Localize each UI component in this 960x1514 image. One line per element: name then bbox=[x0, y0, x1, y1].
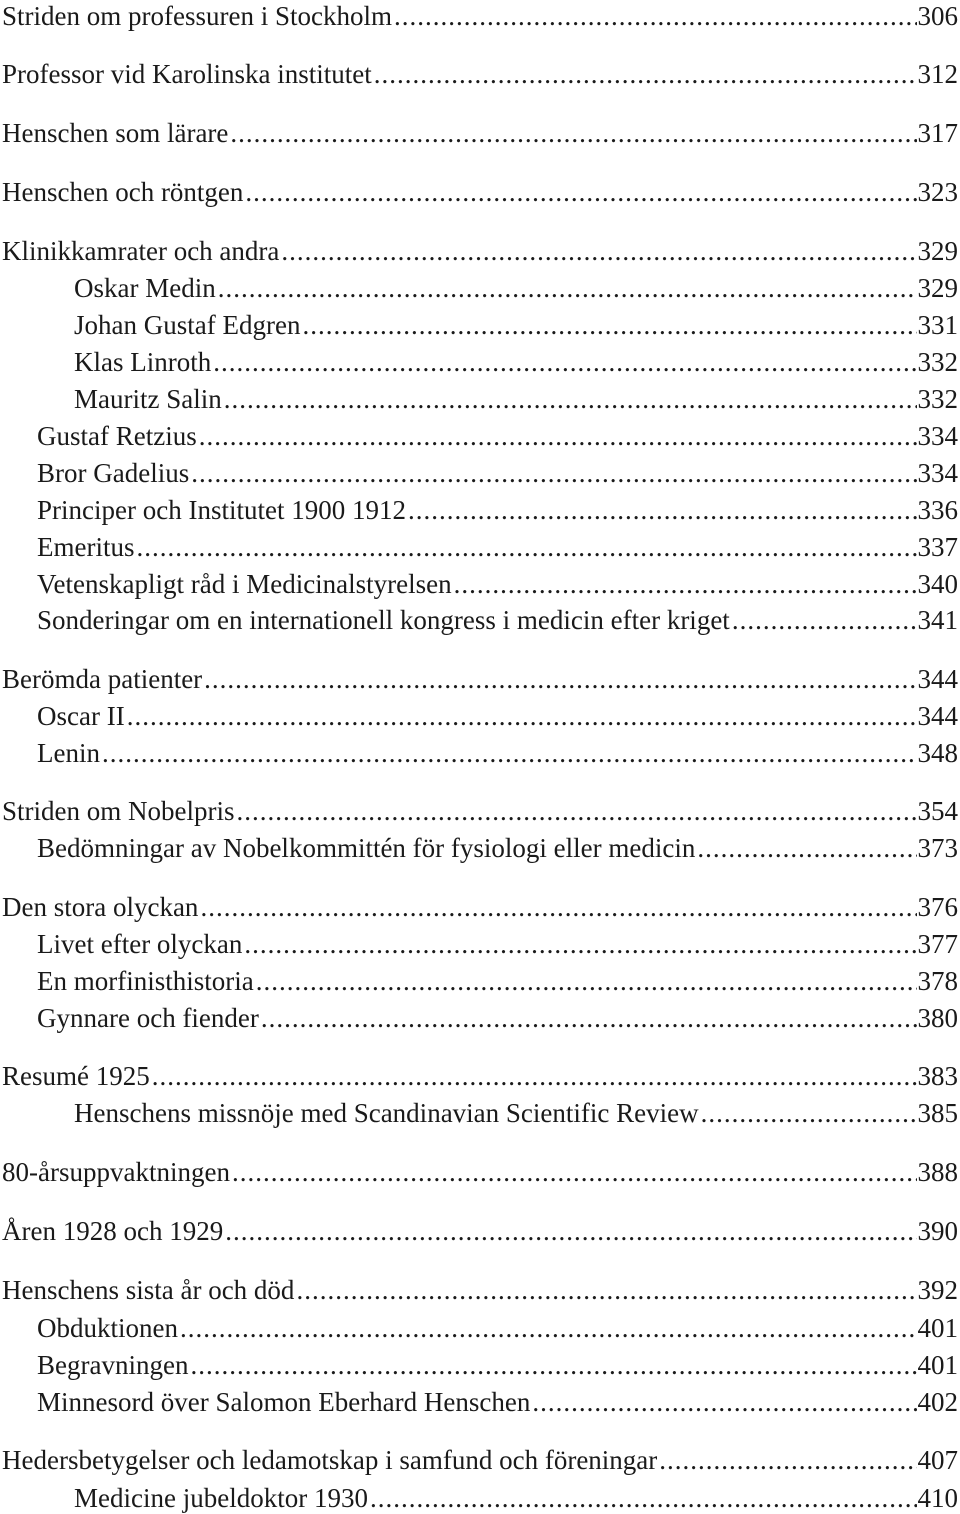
toc-entry-title: Johan Gustaf Edgren bbox=[74, 309, 302, 341]
toc-entry[interactable] bbox=[0, 170, 960, 208]
toc-entry-page-number: 377 bbox=[917, 928, 960, 960]
toc-entry[interactable] bbox=[0, 414, 960, 452]
toc-entry[interactable] bbox=[0, 562, 960, 600]
toc-entry-title: Sonderingar om en internationell kongress i medicin efter kriget bbox=[37, 604, 732, 636]
dot-leader bbox=[236, 795, 916, 827]
toc-entry-page-number: 383 bbox=[917, 1060, 960, 1092]
toc-entry[interactable] bbox=[0, 0, 960, 32]
toc-entry-title: Obduktionen bbox=[37, 1312, 180, 1344]
toc-entry-title: Mauritz Salin bbox=[74, 383, 224, 415]
toc-entry[interactable] bbox=[0, 1150, 960, 1188]
toc-entry-page-number: 337 bbox=[917, 531, 960, 563]
toc-entry-page-number: 336 bbox=[917, 494, 960, 526]
toc-entry-page-number: 334 bbox=[917, 457, 960, 489]
toc-entry-title: Bror Gadelius bbox=[37, 457, 191, 489]
toc-entry-title: Klinikkamrater och andra bbox=[2, 235, 281, 267]
dot-leader bbox=[225, 1215, 916, 1247]
toc-entry-title: Principer och Institutet 1900 1912 bbox=[37, 494, 408, 526]
toc-entry-page-number: 390 bbox=[917, 1215, 960, 1247]
toc-entry-title: Bedömningar av Nobelkommittén för fysiologi eller medicin bbox=[37, 832, 697, 864]
dot-leader bbox=[370, 1482, 917, 1514]
toc-entry-title: Åren 1928 och 1929 bbox=[2, 1215, 225, 1247]
toc-entry-title: Gustaf Retzius bbox=[37, 420, 199, 452]
dot-leader bbox=[261, 1002, 917, 1034]
toc-entry[interactable] bbox=[0, 598, 960, 636]
toc-entry[interactable] bbox=[0, 996, 960, 1034]
toc-entry[interactable] bbox=[0, 377, 960, 415]
dot-leader bbox=[230, 117, 916, 149]
toc-entry-title: Berömda patienter bbox=[2, 663, 204, 695]
toc-entry[interactable] bbox=[0, 885, 960, 923]
toc-entry-title: Den stora olyckan bbox=[2, 891, 200, 923]
dot-leader bbox=[532, 1386, 916, 1418]
toc-entry-title: Gynnare och fiender bbox=[37, 1002, 261, 1034]
dot-leader bbox=[659, 1444, 916, 1476]
toc-entry[interactable] bbox=[0, 1209, 960, 1247]
toc-entry-page-number: 306 bbox=[917, 0, 960, 32]
toc-entry[interactable] bbox=[0, 731, 960, 769]
toc-entry[interactable] bbox=[0, 525, 960, 563]
toc-entry-title: Striden om professuren i Stockholm bbox=[2, 0, 394, 32]
toc-entry[interactable] bbox=[0, 229, 960, 267]
toc-entry-page-number: 410 bbox=[917, 1482, 960, 1514]
toc-entry[interactable] bbox=[0, 52, 960, 90]
toc-entry-page-number: 401 bbox=[917, 1349, 960, 1381]
toc-entry-page-number: 312 bbox=[917, 58, 960, 90]
toc-entry[interactable] bbox=[0, 1380, 960, 1418]
toc-entry-title: Henschens missnöje med Scandinavian Scientific Review bbox=[74, 1097, 701, 1129]
toc-entry[interactable] bbox=[0, 1343, 960, 1381]
toc-entry[interactable] bbox=[0, 789, 960, 827]
toc-entry[interactable] bbox=[0, 266, 960, 304]
toc-entry[interactable] bbox=[0, 111, 960, 149]
toc-entry-page-number: 331 bbox=[917, 309, 960, 341]
toc-entry-title: Begravningen bbox=[37, 1349, 190, 1381]
toc-entry-page-number: 376 bbox=[917, 891, 960, 923]
toc-entry-title: Emeritus bbox=[37, 531, 136, 563]
dot-leader bbox=[732, 604, 917, 636]
toc-entry-title: Henschen och röntgen bbox=[2, 176, 245, 208]
toc-entry-page-number: 407 bbox=[917, 1444, 960, 1476]
toc-entry-title: Professor vid Karolinska institutet bbox=[2, 58, 374, 90]
toc-entry-title: Medicine jubeldoktor 1930 bbox=[74, 1482, 370, 1514]
toc-entry[interactable] bbox=[0, 1476, 960, 1514]
dot-leader bbox=[102, 737, 917, 769]
dot-leader bbox=[218, 272, 917, 304]
dot-leader bbox=[200, 891, 916, 923]
toc-entry[interactable] bbox=[0, 657, 960, 695]
toc-entry-page-number: 401 bbox=[917, 1312, 960, 1344]
toc-entry-page-number: 340 bbox=[917, 568, 960, 600]
toc-entry-page-number: 341 bbox=[917, 604, 960, 636]
toc-entry-page-number: 344 bbox=[917, 700, 960, 732]
toc-entry-page-number: 332 bbox=[917, 383, 960, 415]
dot-leader bbox=[256, 965, 917, 997]
dot-leader bbox=[136, 531, 916, 563]
toc-entry-title: Vetenskapligt råd i Medicinalstyrelsen bbox=[37, 568, 454, 600]
toc-entry-title: Minnesord över Salomon Eberhard Henschen bbox=[37, 1386, 532, 1418]
toc-entry[interactable] bbox=[0, 922, 960, 960]
toc-entry[interactable] bbox=[0, 826, 960, 864]
toc-entry-title: Livet efter olyckan bbox=[37, 928, 244, 960]
toc-entry-page-number: 388 bbox=[917, 1156, 960, 1188]
toc-entry-page-number: 373 bbox=[917, 832, 960, 864]
toc-entry-title: Hedersbetygelser och ledamotskap i samfund och föreningar bbox=[2, 1444, 659, 1476]
dot-leader bbox=[213, 346, 916, 378]
toc-entry-page-number: 329 bbox=[917, 272, 960, 304]
toc-entry-title: Lenin bbox=[37, 737, 102, 769]
toc-entry[interactable] bbox=[0, 488, 960, 526]
toc-entry-page-number: 392 bbox=[917, 1274, 960, 1306]
dot-leader bbox=[302, 309, 916, 341]
toc-entry-title: 80-årsuppvaktningen bbox=[2, 1156, 232, 1188]
toc-entry-page-number: 380 bbox=[917, 1002, 960, 1034]
toc-entry-title: Oscar II bbox=[37, 700, 127, 732]
dot-leader bbox=[204, 663, 916, 695]
toc-entry-title: Oskar Medin bbox=[74, 272, 218, 304]
toc-entry[interactable] bbox=[0, 303, 960, 341]
dot-leader bbox=[374, 58, 917, 90]
dot-leader bbox=[281, 235, 916, 267]
dot-leader bbox=[408, 494, 917, 526]
toc-entry-page-number: 323 bbox=[917, 176, 960, 208]
dot-leader bbox=[224, 383, 917, 415]
toc-entry-page-number: 348 bbox=[917, 737, 960, 769]
dot-leader bbox=[127, 700, 917, 732]
toc-entry-title: Henschens sista år och död bbox=[2, 1274, 296, 1306]
toc-entry-page-number: 402 bbox=[917, 1386, 960, 1418]
dot-leader bbox=[180, 1312, 917, 1344]
dot-leader bbox=[296, 1274, 916, 1306]
toc-entry[interactable] bbox=[0, 1054, 960, 1092]
toc-entry[interactable] bbox=[0, 694, 960, 732]
toc-entry-title: Klas Linroth bbox=[74, 346, 213, 378]
toc-entry-title: En morfinisthistoria bbox=[37, 965, 256, 997]
toc-entry-page-number: 317 bbox=[917, 117, 960, 149]
toc-entry-page-number: 378 bbox=[917, 965, 960, 997]
toc-entry[interactable] bbox=[0, 1438, 960, 1476]
toc-entry-title: Striden om Nobelpris bbox=[2, 795, 236, 827]
dot-leader bbox=[244, 928, 916, 960]
toc-entry[interactable] bbox=[0, 1091, 960, 1129]
toc-entry[interactable] bbox=[0, 1306, 960, 1344]
toc-entry-title: Resumé 1925 bbox=[2, 1060, 152, 1092]
dot-leader bbox=[199, 420, 917, 452]
toc-entry-title: Henschen som lärare bbox=[2, 117, 230, 149]
toc-entry[interactable] bbox=[0, 1268, 960, 1306]
dot-leader bbox=[232, 1156, 917, 1188]
dot-leader bbox=[394, 0, 917, 32]
dot-leader bbox=[454, 568, 917, 600]
dot-leader bbox=[701, 1097, 917, 1129]
dot-leader bbox=[190, 1349, 916, 1381]
dot-leader bbox=[152, 1060, 917, 1092]
toc-entry-page-number: 344 bbox=[917, 663, 960, 695]
toc-entry-page-number: 329 bbox=[917, 235, 960, 267]
toc-entry[interactable] bbox=[0, 451, 960, 489]
dot-leader bbox=[191, 457, 916, 489]
toc-entry-page-number: 332 bbox=[917, 346, 960, 378]
toc-entry[interactable] bbox=[0, 959, 960, 997]
dot-leader bbox=[245, 176, 916, 208]
toc-entry[interactable] bbox=[0, 340, 960, 378]
toc-entry-page-number: 354 bbox=[917, 795, 960, 827]
dot-leader bbox=[697, 832, 916, 864]
toc-entry-page-number: 385 bbox=[917, 1097, 960, 1129]
toc-entry-page-number: 334 bbox=[917, 420, 960, 452]
